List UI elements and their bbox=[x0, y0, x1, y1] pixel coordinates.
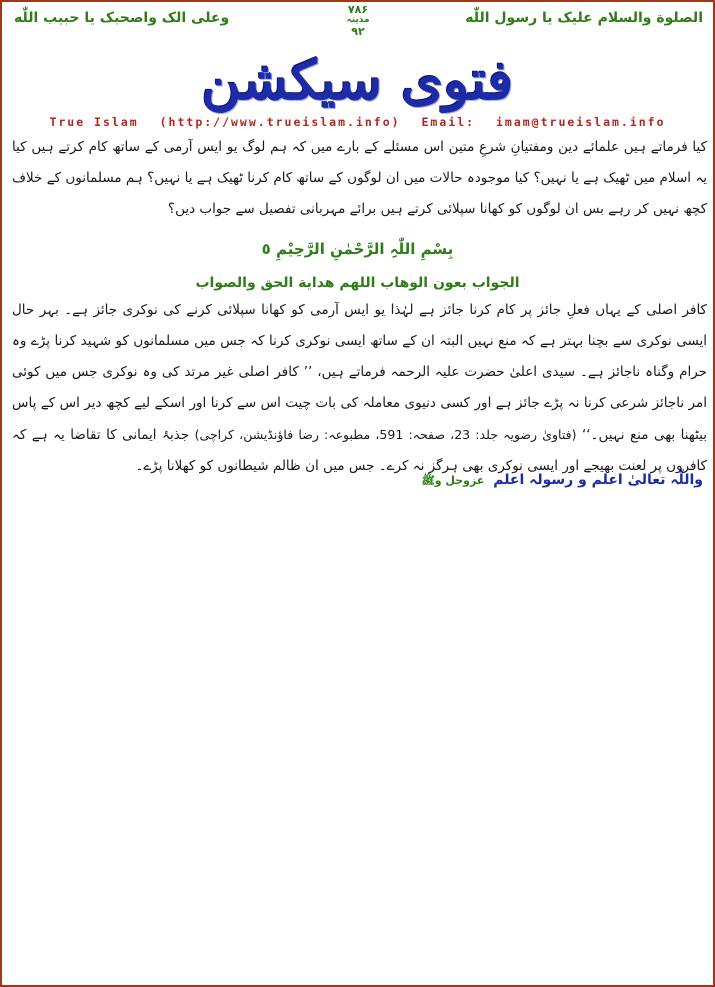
closing-honorific: عزوجل وﷺ bbox=[421, 474, 485, 487]
answer-reference: (فتاویٰ رضویہ جلد: 23، صفحہ: 591، مطبوعہ: رضا فاؤنڈیشن، کراچی) bbox=[194, 427, 577, 442]
answer-heading: الجواب بعون الوهاب اللهم هداية الحق والصواب bbox=[195, 275, 520, 291]
answer-text: کافر اصلی کے یہاں فعلِ جائز پر کام کرنا جائز ہے لہٰذا یو ایس آرمی کو کھانا سپلائی کرنے کی نوکری جائز ہے۔ بہر حال ایسی نوکری سے بچنا بہتر ہے کہ منع نہیں البتہ ان کے ساتھ ایسی نوکری کرنا کہ جس میں مسلمانوں کو شہید کرنا پڑے وہ حرام وگناہ ناجائز ہے۔ سیدی اعلیٰ حضرت علیہ الرحمہ فرماتے ہیں، ’’ کافر اصلی غیر مرتد کی وہ نوکری جس میں کوئی امر ناجائز شرعی کرنا نہ پڑے جائز ہے اور کسی دنیوی معاملہ کی بات چیت اس سے کرنا اور اسکے لیے کچھ دیر اس کے پاس بیٹھنا بھی منع نہیں۔‘‘ bbox=[12, 302, 707, 443]
header-number-786: ۷۸۶ bbox=[347, 3, 369, 16]
header-center-mark bbox=[334, 4, 382, 37]
question-text: کیا فرماتے ہیں علمائے دین ومفتیانِ شرعِ متین اس مسئلے کے بارے میں کہ ہم لوگ یو ایس آرمی کے ساتھ کام کرتے ہیں کیا یہ اسلام میں ٹھیک ہے یا نہیں؟ کیا موجودہ حالات میں ان لوگوں کے ساتھ کام کرنا ٹھیک ہے یا نہیں؟ ہم مسلمانوں کے خلاف کچھ نہیں کر رہے بس ان لوگوں کو کھانا سپلائی کرتے ہیں برائے مہربانی تفصیل سے جواب دیں؟ bbox=[12, 139, 707, 217]
header-madina: مدینہ bbox=[346, 15, 370, 25]
answer-tail: جذبۂ ایمانی کا تقاضا یہ ہے کہ کافروں پر لعنت بھیجے اور ایسی نوکری بھی ہرگز نہ کرے۔ جس میں ان ظالم شیطانوں کو کھلانا پڑے۔ bbox=[12, 427, 707, 474]
header-salutation-left: وعلى الک واصحبک يا حبيب اللّٰه bbox=[14, 10, 230, 26]
header-salutation-right: الصلوة والسلام عليک يا رسول اللّٰه bbox=[465, 10, 703, 26]
closing-text: واللّٰہ تعالیٰ اعلم و رسولہ اعلم bbox=[493, 472, 703, 488]
page-title: فتوی سیکشن bbox=[201, 48, 514, 112]
site-brand: True Islam bbox=[49, 115, 139, 129]
email-link[interactable]: imam@trueislam.info bbox=[495, 115, 666, 129]
site-info-line bbox=[2, 115, 713, 129]
email-label: Email: bbox=[421, 115, 476, 129]
answer-body bbox=[12, 295, 707, 482]
closing-line bbox=[421, 472, 703, 490]
header-number-92: ۹۲ bbox=[351, 25, 365, 38]
site-url-link[interactable]: (http://www.trueislam.info) bbox=[159, 115, 401, 129]
bismillah: بِسْمِ اللّٰہِ الرَّحْمٰنِ الرَّحِیْمِ ٥ bbox=[261, 240, 454, 258]
